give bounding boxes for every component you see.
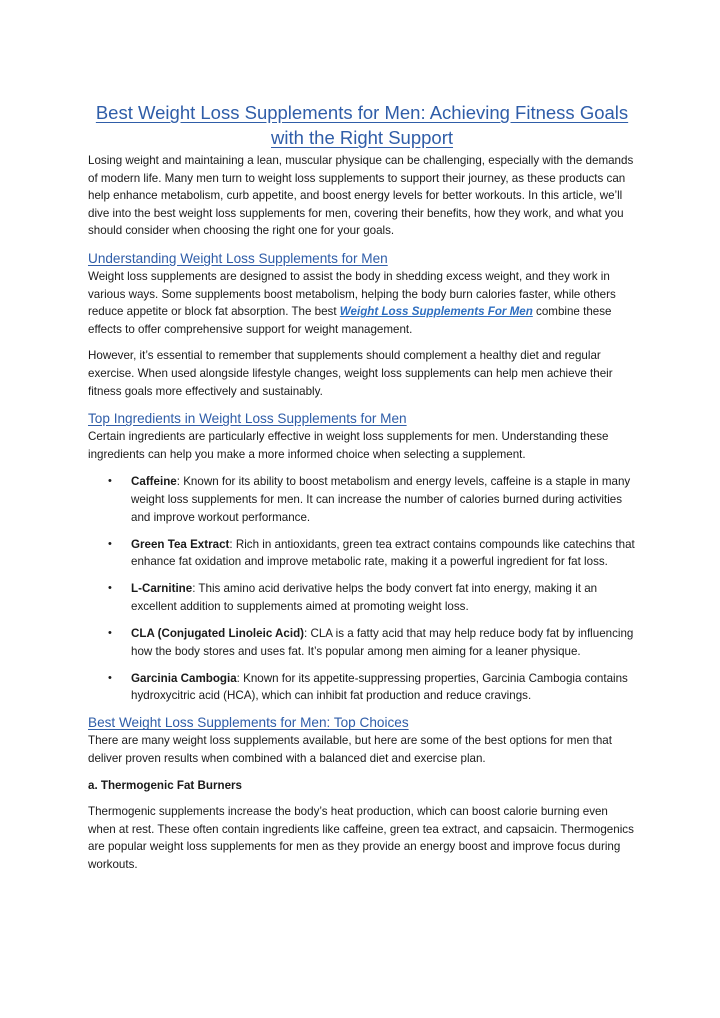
document-page <box>88 100 636 874</box>
ingredient-description: : Rich in antioxidants, green tea extract contains compounds like catechins that enhance fat oxidation and improve metabolic rate, making it a powerful ingredient for fat loss. <box>131 537 635 569</box>
understanding-paragraph-1 <box>88 268 636 338</box>
top-choices-intro: There are many weight loss supplements available, but here are some of the best options for men that deliver proven results when combined with a balanced diet and exercise plan. <box>88 734 612 765</box>
ingredient-name: L-Carnitine <box>131 582 193 596</box>
ingredient-name: Caffeine <box>131 475 177 489</box>
list-item <box>88 473 636 526</box>
understanding-paragraph-2: However, it’s essential to remember that supplements should complement a healthy diet and regular exercise. When used alongside lifestyle changes, weight loss supplements can help men achieve their fitness goals more effectively and sustainably. <box>88 349 613 398</box>
subsection-heading-thermogenic <box>88 777 636 795</box>
page-title: Best Weight Loss Supplements for Men: Achieving Fitness Goals with the Right Support <box>95 102 629 148</box>
bullet-icon: • <box>108 582 112 595</box>
ingredients-intro: Certain ingredients are particularly effective in weight loss supplements for men. Understanding these ingredients can help you make a more informed choice when selecting a supplement. <box>88 430 609 461</box>
section-heading-ingredients: Top Ingredients in Weight Loss Supplements for Men <box>88 411 407 427</box>
list-item <box>88 580 636 615</box>
bullet-icon: • <box>108 626 112 639</box>
subsection-heading-text: a. Thermogenic Fat Burners <box>88 778 242 792</box>
bullet-icon: • <box>108 671 112 684</box>
bullet-icon: • <box>108 475 112 488</box>
intro-paragraph: Losing weight and maintaining a lean, muscular physique can be challenging, especially with the demands of modern life. Many men turn to weight loss supplements to support their journey, as these products can help enhance metabolism, curb appetite, and boost energy levels for better workouts. In this article, we’ll dive into the best weight loss supplements for men, covering their benefits, how they work, and what you should consider when choosing the right one for your goals. <box>88 154 634 238</box>
list-item <box>88 670 636 705</box>
ingredients-list <box>88 473 636 705</box>
ingredient-description: : CLA is a fatty acid that may help reduce body fat by influencing how the body stores and uses fat. It’s popular among men aiming for a leaner physique. <box>131 626 634 658</box>
ingredient-name: CLA (Conjugated Linoleic Acid) <box>131 626 305 640</box>
bullet-icon: • <box>108 537 112 550</box>
list-item <box>88 536 636 571</box>
ingredient-description: : Known for its appetite-suppressing properties, Garcinia Cambogia contains hydroxycitric acid (HCA), which can inhibit fat production and reduce cravings. <box>131 671 628 703</box>
ingredient-name: Garcinia Cambogia <box>131 671 237 685</box>
thermogenic-paragraph: Thermogenic supplements increase the body’s heat production, which can boost calorie burning even when at rest. These often contain ingredients like caffeine, green tea extract, and capsaicin. Thermogenics are popular weight loss supplements for men as they provide an energy boost and improve focus during workouts. <box>88 805 634 871</box>
weight-loss-supplements-link[interactable]: Weight Loss Supplements For Men <box>339 305 533 319</box>
ingredient-name: Green Tea Extract <box>131 537 230 551</box>
section-heading-top-choices: Best Weight Loss Supplements for Men: Top Choices <box>88 715 409 731</box>
section-heading-understanding: Understanding Weight Loss Supplements for Men <box>88 250 388 266</box>
ingredient-description: : Known for its ability to boost metabolism and energy levels, caffeine is a staple in many weight loss supplements for men. It can increase the number of calories burned during activities and improve workout performance. <box>131 475 631 524</box>
list-item <box>88 625 636 660</box>
understanding-text-after: combine these effects to offer comprehensive support for weight management. <box>88 305 612 336</box>
ingredient-description: : This amino acid derivative helps the body convert fat into energy, making it an excellent addition to supplements aimed at promoting weight loss. <box>131 582 598 613</box>
understanding-text-before: Weight loss supplements are designed to assist the body in shedding excess weight, and they work in various ways. Some supplements boost metabolism, helping the body burn calories faster, while others reduce appetite or block fat absorption. The best <box>88 269 616 319</box>
